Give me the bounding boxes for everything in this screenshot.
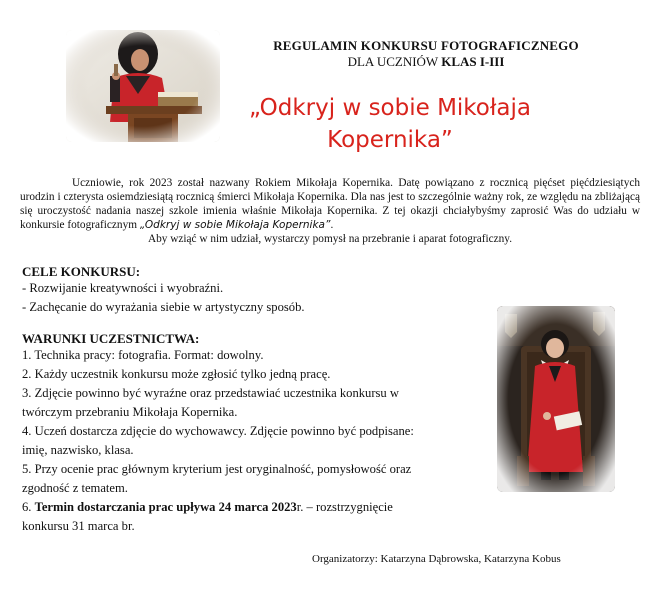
- intro-body: Uczniowie, rok 2023 został nazwany Rokiem Mikołaja Kopernika. Datę powiązano z rocznicą pięćset pięćdziesiątych urodzin i czterysta osiemdziesiątą rocznicą śmierci Mikołaja Kopernika. Dla nas jest to szczególnie ważny rok, ze względu na zbliżającą się uroczystość nadania naszej szkole imienia właśnie Mikołaja Kopernika. Z tej okazji chciałybyśmy zaprosić Was do udziału w konkursie fotograficznym: [20, 177, 640, 231]
- organizers-signature: Organizatorzy: Katarzyna Dąbrowska, Katarzyna Kobus: [312, 553, 561, 565]
- intro-paragraph: [20, 176, 640, 246]
- deadline-line-2: konkursu 31 marca br.: [22, 519, 135, 533]
- intro-text: [20, 176, 640, 232]
- document-subtitle: [196, 54, 656, 70]
- intro-period: .: [330, 219, 334, 231]
- headline-line-2: Kopernika”: [327, 127, 453, 153]
- condition-line: 4. Uczeń dostarcza zdjęcie do wychowawcy. Zdjęcie powinno być podpisane:: [22, 424, 414, 438]
- headline-line-1: „Odkryj w sobie Mikołaja: [249, 95, 531, 121]
- seated-costume-photo: [497, 306, 615, 492]
- document-title: REGULAMIN KONKURSU FOTOGRAFICZNEGO: [273, 38, 579, 53]
- condition-line: imię, nazwisko, klasa.: [22, 443, 134, 457]
- condition-line: 1. Technika pracy: fotografia. Format: dowolny.: [22, 348, 264, 362]
- condition-line: 5. Przy ocenie prac głównym kryterium jest oryginalność, pomysłowość oraz: [22, 462, 412, 476]
- contest-headline: [240, 92, 540, 156]
- subtitle-grades: KLAS I-III: [441, 54, 505, 69]
- conditions-heading: WARUNKI UCZESTNICTWA:: [22, 331, 200, 346]
- condition-line: 3. Zdjęcie powinno być wyraźne oraz przedstawiać uczestnika konkursu w: [22, 386, 399, 400]
- condition-line: twórczym przebraniu Mikołaja Kopernika.: [22, 405, 238, 419]
- condition-line: zgodność z tematem.: [22, 481, 128, 495]
- condition-line: 2. Każdy uczestnik konkursu może zgłosić tylko jedną pracę.: [22, 367, 331, 381]
- goal-item: - Zachęcanie do wyrażania siebie w artystyczny sposób.: [22, 300, 305, 314]
- intro-closing: Aby wziąć w nim udział, wystarczy pomysł na przebranie i aparat fotograficzny.: [147, 233, 513, 245]
- contest-name-quote: „Odkryj w sobie Mikołaja Kopernika”: [139, 219, 331, 231]
- goals-heading: CELE KONKURSU:: [22, 264, 141, 279]
- goal-item: - Rozwijanie kreatywności i wyobraźni.: [22, 281, 224, 295]
- deadline-line: [22, 500, 393, 515]
- deadline-number: 6.: [22, 500, 35, 514]
- deadline-rest: r. – rozstrzygnięcie: [296, 500, 393, 514]
- subtitle-prefix: DLA UCZNIÓW: [347, 54, 442, 69]
- deadline-bold: Termin dostarczania prac upływa 24 marca 2023: [34, 500, 297, 514]
